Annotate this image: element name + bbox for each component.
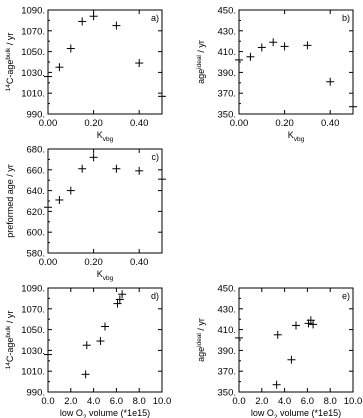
chart-5-xlabel-main: low O [250,408,274,418]
chart-3-panel-label: c) [151,152,159,162]
chart-4-xtick-label: 6.0 [109,396,124,407]
chart-1-point [44,73,52,81]
chart-2-xlabel [288,130,305,143]
chart-5-ylabel-post: / yr [196,318,206,334]
chart-1-point [112,22,120,30]
chart-1-ytick-label: 1090. [21,5,45,17]
chart-3-ylabel-main: preformed age / yr [5,164,15,238]
chart-4-ytick-label: 1030. [21,345,45,357]
chart-3-ytick-label: 580. [26,248,45,260]
chart-3-ytick-label: 620. [26,206,45,218]
chart-3-xlabel [97,269,114,282]
chart-4-point [44,351,52,359]
chart-1-xlabel [97,130,114,143]
chart-5-xtick-label: 10.0 [343,396,363,407]
chart-2-panel-label: b) [341,13,350,23]
chart-2-ytick-label: 410. [217,47,236,59]
chart-2-ytick-label: 350. [217,109,236,121]
chart-3-xtick-label: 0.20 [84,257,103,268]
chart-5-panel-label: e) [341,291,350,301]
chart-1-ylabel-sup: bulk [5,47,12,60]
chart-4-ylabel-post: / yr [5,310,15,326]
chart-4-point [101,322,109,330]
chart-4-ylabel-main: C-age [5,337,15,363]
chart-4-ytick-label: 1010. [21,366,45,378]
chart-4-panel-label: d) [150,291,159,301]
chart-3-point [55,196,63,204]
chart-3-ytick-label: 660. [26,165,45,177]
chart-2-xtick-label: 0.20 [275,118,294,129]
chart-1-ylabel [5,33,15,92]
chart-3-ylabel [5,164,15,238]
chart-5-xtick-label: 2.0 [255,396,269,407]
chart-2-ytick-label: 450. [217,5,236,17]
chart-1-xtick-label: 0.00 [38,118,58,129]
chart-5-ylabel-main: age [196,346,206,362]
chart-5-ytick-label: 430. [217,304,236,316]
chart-2-point [281,42,289,50]
chart-2-point [269,38,277,46]
chart-2-ytick-label: 390. [217,67,236,79]
chart-2-point [235,56,243,64]
chart-1-ytick-label: 990. [26,109,45,121]
chart-3-point [67,187,75,195]
chart-2-ytick-label: 370. [217,88,236,100]
chart-2 [196,6,357,144]
chart-5-xtick-label: 4.0 [277,396,292,407]
chart-5-point [292,321,300,329]
chart-4-ytick-label: 1050. [21,325,45,337]
chart-5-xlabel-post: volume (*1e15) [277,408,342,418]
chart-2-point [326,78,334,86]
chart-4-ylabel-pre: 14 [5,362,12,370]
chart-4-xtick-label: 10.0 [152,396,172,407]
chart-5-xtick-label: 8.0 [323,396,337,407]
chart-4-xlabel [60,408,150,418]
chart-5-ytick-label: 410. [217,325,236,337]
chart-1 [5,6,166,144]
chart-5-xtick-label: 6.0 [300,396,315,407]
chart-3-xlabel-sub: vbg [102,275,114,282]
chart-2-xlabel-sub: vbg [293,136,305,143]
chart-5-frame [239,288,353,392]
chart-2-ytick-label: 430. [217,26,236,38]
chart-4-point [83,341,91,349]
chart-2-ylabel-post: / yr [196,40,206,56]
chart-3-point [78,165,86,173]
chart-4-ytick-label: 1090. [21,283,45,295]
chart-5-ylabel [196,318,206,362]
chart-2-xtick-label: 0.40 [320,118,340,129]
chart-5-ytick-label: 390. [217,345,236,357]
chart-5-point [309,320,317,328]
chart-5-xlabel [251,408,341,418]
chart-1-point [55,63,63,71]
chart-2-point [258,43,266,51]
chart-3-point [44,203,52,211]
chart-5-ytick-label: 450. [217,283,236,295]
chart-1-point [135,59,143,67]
chart-4-point [118,290,126,298]
chart-1-ylabel-post: / yr [5,32,15,48]
chart-4-xlabel-post: volume (*1e15) [86,408,151,418]
chart-5 [196,284,362,418]
chart-4-ytick-label: 1070. [21,304,45,316]
chart-3-point [158,175,166,183]
chart-2-point [349,103,357,111]
chart-5-ytick-label: 370. [217,366,236,378]
chart-4-xtick-label: 2.0 [64,396,78,407]
chart-5-xlabel-sub: 2 [273,414,278,418]
chart-1-xlabel-sub: vbg [102,136,114,143]
chart-3-xtick-label: 0.00 [38,257,58,268]
chart-3-point [90,153,98,161]
chart-1-point [67,44,75,52]
chart-4-xtick-label: 8.0 [132,396,146,407]
chart-1-ylabel-pre: 14 [5,84,12,92]
chart-5-ylabel-sup: ideal [196,333,203,347]
chart-3-ytick-label: 600. [26,227,45,239]
chart-3-point [135,167,143,175]
chart-4-xtick-label: 4.0 [86,396,101,407]
chart-5-point [287,356,295,364]
chart-5-ytick-label: 350. [217,387,236,399]
chart-1-ylabel-main: C-age [5,59,15,85]
chart-3-xlabel-main: K [96,269,103,279]
chart-4-ylabel [5,311,15,370]
chart-3-ytick-label: 640. [26,186,45,198]
chart-1-frame [48,10,162,114]
chart-3-xtick-label: 0.40 [129,257,149,268]
chart-1-xtick-label: 0.20 [84,118,103,129]
chart-3-ytick-label: 680. [26,144,45,156]
chart-1-panel-label: a) [150,13,159,23]
chart-4 [5,284,171,418]
chart-2-ylabel-sup: ideal [196,55,203,69]
chart-5-point [274,331,282,339]
chart-1-ytick-label: 1070. [21,26,45,38]
chart-5-xtick-label: 0.0 [232,396,246,407]
chart-4-xlabel-sub: 2 [82,414,87,418]
chart-4-point [114,300,122,308]
chart-4-xtick-label: 0.0 [41,396,55,407]
chart-3 [5,145,166,283]
chart-2-ylabel-main: age [196,68,206,84]
chart-1-ytick-label: 1010. [21,88,45,100]
chart-2-xlabel-main: K [287,130,294,140]
chart-4-xlabel-main: low O [59,408,83,418]
chart-1-point [78,17,86,25]
chart-3-frame [48,149,162,253]
chart-5-point [273,381,281,389]
chart-4-point [116,295,124,303]
chart-1-ytick-label: 1050. [21,47,45,59]
chart-1-point [90,12,98,20]
chart-2-point [303,41,311,49]
chart-2-xtick-label: 0.00 [229,118,249,129]
chart-1-ytick-label: 1030. [21,67,45,79]
chart-2-ylabel [196,40,206,84]
chart-2-point [246,53,254,61]
chart-4-point [82,370,90,378]
chart-5-point [235,334,243,342]
chart-1-xtick-label: 0.40 [129,118,149,129]
chart-1-xlabel-main: K [96,130,103,140]
chart-4-frame [48,288,162,392]
chart-4-point [96,337,104,345]
chart-4-ytick-label: 990. [26,387,45,399]
chart-3-point [112,165,120,173]
chart-4-ylabel-sup: bulk [5,325,12,338]
chart-2-frame [239,10,353,114]
